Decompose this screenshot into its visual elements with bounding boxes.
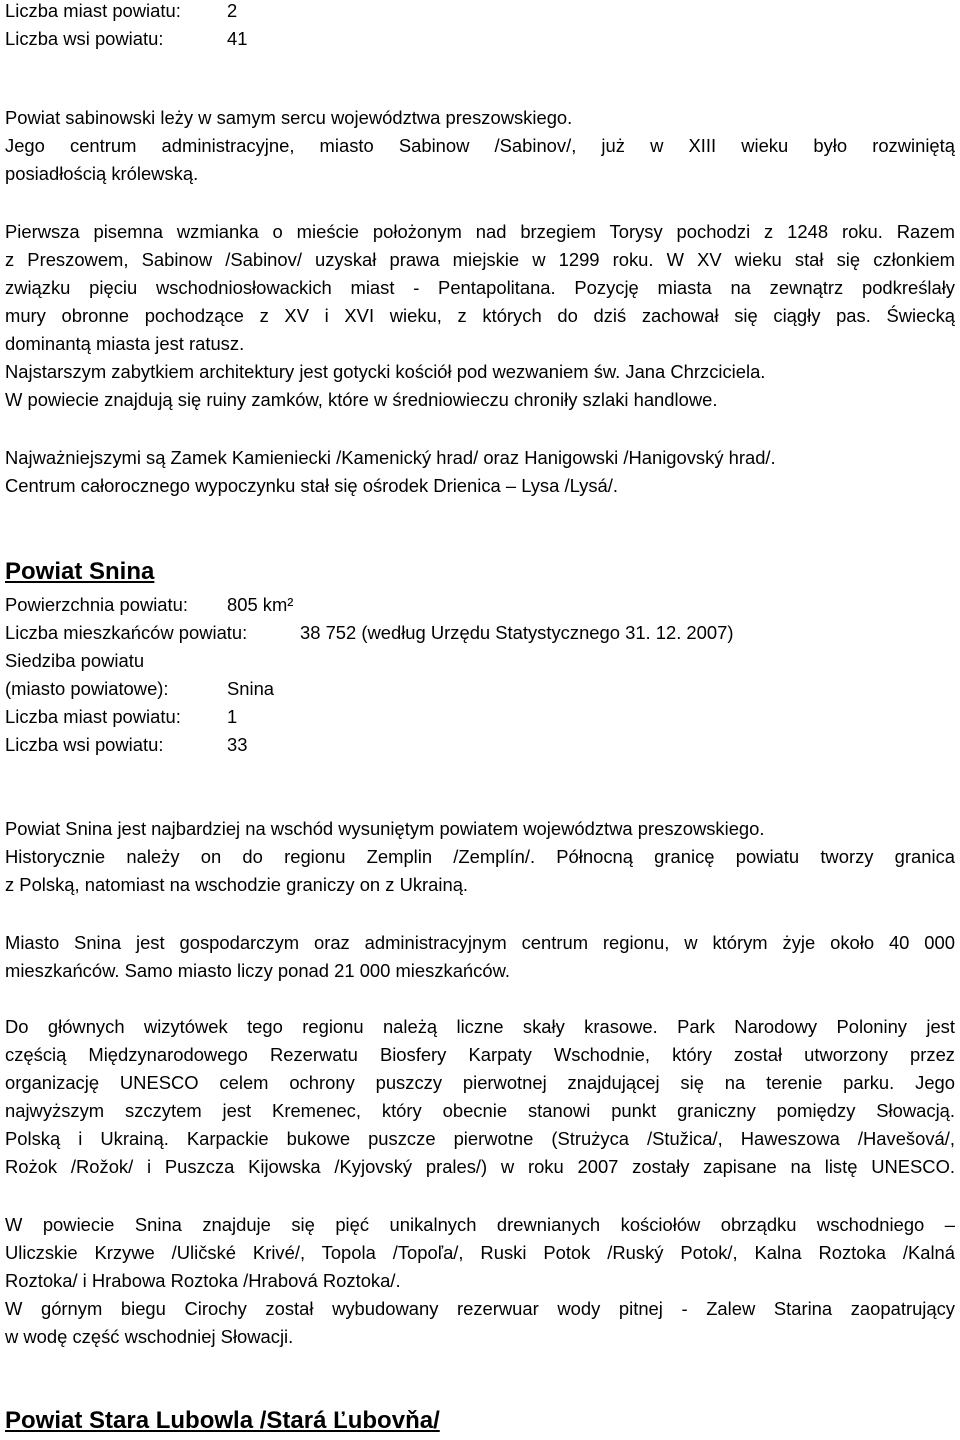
- snina-p1-line-1: Powiat Snina jest najbardziej na wschód wysuniętym powiatem województwa preszowskiego.: [5, 818, 765, 839]
- sabinov-p2-line-6: Najstarszym zabytkiem architektury jest gotycki kościół pod wezwaniem św. Jana Chrzciciela.: [5, 361, 766, 382]
- snina-p3-line-2: częścią Międzynarodowego Rezerwatu Biosfery Karpaty Wschodnie, który został utworzony przez: [5, 1044, 955, 1065]
- stara-lubowla-heading: Powiat Stara Lubowla /Stará Ľubovňa/: [5, 1407, 440, 1434]
- snina-population-label: Liczba mieszkańców powiatu:: [5, 622, 248, 643]
- sabinov-p2-line-5: dominantą miasta jest ratusz.: [5, 333, 245, 354]
- snina-seat-value: Snina: [227, 678, 275, 699]
- snina-p1-line-3: z Polską, natomiast na wschodzie graniczy on z Ukrainą.: [5, 874, 469, 895]
- snina-p2-line-1: Miasto Snina jest gospodarczym oraz administracyjnym centrum regionu, w którym żyje około 40 000: [5, 932, 955, 953]
- sabinov-p3-line-1: Najważniejszymi są Zamek Kamieniecki /Kamenický hrad/ oraz Hanigowski /Hanigovský hrad/.: [5, 447, 776, 468]
- snina-area-value: 805 km²: [227, 594, 294, 615]
- snina-p1-line-2: Historycznie należy on do regionu Zemplin /Zemplín/. Północną granicę powiatu tworzy granica: [5, 846, 955, 867]
- snina-heading: Powiat Snina: [5, 558, 155, 585]
- sabinov-p1-line-2: Jego centrum administracyjne, miasto Sabinow /Sabinov/, już w XIII wieku było rozwiniętą: [5, 135, 955, 156]
- prev-villages-value: 41: [227, 28, 248, 49]
- snina-cities-value: 1: [227, 706, 238, 727]
- prev-cities-row: [5, 0, 955, 25]
- sabinov-p2-line-3: związku pięciu wschodniosłowackich miast - Pentapolitana. Pozycję miasta na zewnątrz podkreślały: [5, 277, 955, 298]
- prev-villages-row: [5, 25, 955, 53]
- snina-population-row: [5, 619, 955, 647]
- sabinov-p2-line-1: Pierwsza pisemna wzmianka o mieście położonym nad brzegiem Torysy pochodzi z 1248 roku. Razem: [5, 221, 955, 242]
- sabinov-p1-line-1: Powiat sabinowski leży w samym sercu województwa preszowskiego.: [5, 107, 573, 128]
- snina-p2-line-2: mieszkańców. Samo miasto liczy ponad 21 000 mieszkańców.: [5, 960, 510, 981]
- snina-area-label: Powierzchnia powiatu:: [5, 594, 188, 615]
- snina-population-value: 38 752 (według Urzędu Statystycznego 31. 12. 2007): [300, 622, 734, 643]
- snina-p5-line-2: w wodę część wschodniej Słowacji.: [5, 1326, 294, 1347]
- snina-villages-row: [5, 731, 955, 759]
- snina-p4-line-2: Uliczskie Krzywe /Uličské Krivé/, Topola /Topoľa/, Ruski Potok /Ruský Potok/, Kalna Roztoka /Kalná: [5, 1242, 955, 1263]
- snina-seat-label-1: Siedziba powiatu: [5, 650, 145, 671]
- sabinov-p2-line-2: z Preszowem, Sabinow /Sabinov/ uzyskał prawa miejskie w 1299 roku. W XV wieku stał się członkiem: [5, 249, 955, 270]
- sabinov-p2-line-4: mury obronne pochodzące z XV i XVI wieku, z których do dziś zachował się ciągły pas. Świecką: [5, 305, 955, 326]
- prev-cities-label: Liczba miast powiatu:: [5, 0, 181, 21]
- snina-p3-line-3: organizację UNESCO celem ochrony puszczy pierwotnej znajdującej się na terenie parku. Jego: [5, 1072, 955, 1093]
- snina-villages-label: Liczba wsi powiatu:: [5, 734, 164, 755]
- snina-p3-line-5: Polską i Ukrainą. Karpackie bukowe puszcze pierwotne (Strużyca /Stužica/, Haweszowa /Havešová/,: [5, 1128, 955, 1149]
- snina-p4-line-3: Roztoka/ i Hrabowa Roztoka /Hrabová Roztoka/.: [5, 1270, 401, 1291]
- snina-cities-label: Liczba miast powiatu:: [5, 706, 181, 727]
- snina-cities-row: [5, 703, 955, 731]
- snina-villages-value: 33: [227, 734, 248, 755]
- snina-p3-line-6: Rożok /Rožok/ i Puszcza Kijowska /Kyjovský prales/) w roku 2007 zostały zapisane na listę UNESCO.: [5, 1156, 955, 1177]
- snina-seat-row: [5, 675, 955, 703]
- sabinov-p1-line-3: posiadłością królewską.: [5, 163, 199, 184]
- snina-p3-line-4: najwyższym szczytem jest Kremenec, który obecnie stanowi punkt graniczny pomiędzy Słowacją.: [5, 1100, 955, 1121]
- sabinov-p2-line-7: W powiecie znajdują się ruiny zamków, które w średniowieczu chroniły szlaki handlowe.: [5, 389, 718, 410]
- snina-area-row: [5, 591, 955, 619]
- prev-cities-value: 2: [227, 0, 238, 21]
- snina-seat-label-2: (miasto powiatowe):: [5, 678, 169, 699]
- prev-villages-label: Liczba wsi powiatu:: [5, 28, 164, 49]
- snina-p3-line-1: Do głównych wizytówek tego regionu należą liczne skały krasowe. Park Narodowy Poloniny jest: [5, 1016, 955, 1037]
- snina-p5-line-1: W górnym biegu Cirochy został wybudowany rezerwuar wody pitnej - Zalew Starina zaopatrujący: [5, 1298, 955, 1319]
- sabinov-p3-line-2: Centrum całorocznego wypoczynku stał się ośrodek Drienica – Lysa /Lysá/.: [5, 475, 618, 496]
- snina-p4-line-1: W powiecie Snina znajduje się pięć unikalnych drewnianych kościołów obrządku wschodniego –: [5, 1214, 955, 1235]
